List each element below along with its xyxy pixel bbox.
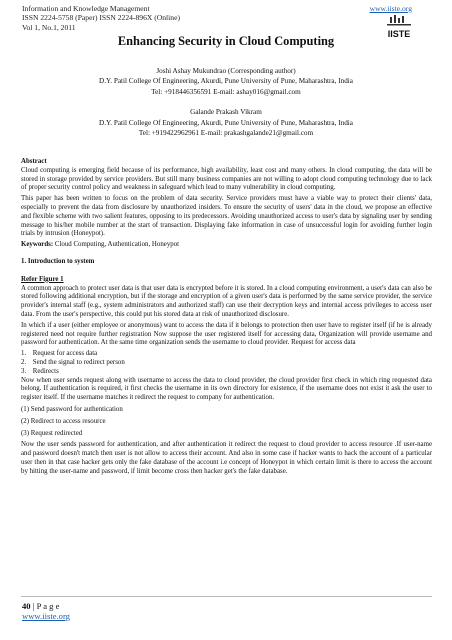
paper-body bbox=[21, 158, 432, 479]
author-name: Joshi Ashay Mukundrao (Corresponding author) bbox=[156, 67, 296, 75]
numbered-list-item bbox=[21, 368, 432, 377]
list-number: 2. bbox=[21, 358, 27, 366]
paper-title: Enhancing Security in Cloud Computing bbox=[117, 34, 335, 48]
author-block bbox=[0, 66, 452, 138]
body-paragraph: Now when user sends request along with username to access the data to cloud provider, the cloud provider first check in which ring requested data belong. If authentication is required, it first checks the username in its own directory for existence, if the username does not exist it ask the user to register itself. If the username matches it redirect the request to company for authentication. bbox=[21, 376, 432, 402]
abstract-paragraph: Cloud computing is emerging field because of its performance, high availability, least cost and many others. In cloud computing, the data will be stored in storage provided by service providers. But still many business companies are not willing to adopt cloud computing technology due to lack of proper security control policy and weakness in safeguard which lead to many vulnerability in cloud computing. bbox=[21, 166, 432, 192]
keywords-line bbox=[21, 241, 432, 250]
author-contact: Tel: +918446356591 E-mail: ashay016@gmail.com bbox=[151, 87, 301, 96]
list-text: Request for access data bbox=[32, 350, 98, 358]
author-name: Galande Prakash Vikram bbox=[190, 108, 262, 117]
journal-issn: ISSN 2224-5758 (Paper) ISSN 2224-896X (Online) bbox=[22, 13, 180, 23]
body-paragraph: Now the user sends password for authentication, and after authentication it redirect the request to cloud provider to access resource .If user-name and password doesn't match then user is not allow to access their account. And also in some case if hacker wants to hack the account of a particular user then in that case hacker gets only the fake database of the account i.e concept of Honeypot in which certain limit is there to access the account by hitting the user-name and password, if limit become cross then hacker get's the fake database. bbox=[21, 441, 432, 475]
author-affiliation: D.Y. Patil College Of Engineering, Akurdi, Pune University of Pune, Maharashtra, India bbox=[99, 118, 353, 127]
svg-text:IISTE: IISTE bbox=[387, 29, 411, 39]
journal-header bbox=[22, 4, 180, 32]
footer-website-link[interactable]: www.iiste.org bbox=[22, 611, 70, 621]
list-text: Send the signal to redirect person bbox=[32, 358, 125, 366]
step-item: (3) Request redirected bbox=[21, 429, 83, 437]
body-paragraph: A common approach to protect user data is that user data is encrypted before it is stored. In a cloud computing environment, a user's data can also be stored following additional encryption, but if the storage and encryption of a given user's data is performed by the same service provider, the service provider's internal staff (e.g., system administrators and authorized staff) can use their decryption keys and internal access privileges to access user data. From the user's perspective, this could put his stored data at risk of unauthorized disclosure. bbox=[21, 284, 432, 318]
step-item: (2) Redirect to access resource bbox=[21, 417, 106, 425]
page-number: 40 bbox=[22, 601, 31, 611]
numbered-list-item bbox=[21, 359, 432, 368]
page-footer bbox=[22, 601, 70, 621]
journal-volume: Vol 1, No.1, 2011 bbox=[22, 22, 76, 32]
list-number: 3. bbox=[21, 367, 27, 375]
author-affiliation: D.Y. Patil College Of Engineering, Akurdi, Pune University of Pune, Maharashtra, India bbox=[99, 77, 353, 86]
keywords-text: Cloud Computing, Authentication, Honeypot bbox=[53, 241, 180, 249]
section-heading: 1. Introduction to system bbox=[21, 257, 95, 265]
page-label: | P a g e bbox=[30, 601, 60, 611]
page-number-line bbox=[22, 601, 70, 611]
abstract-heading: Abstract bbox=[21, 158, 47, 165]
list-text: Redirects bbox=[32, 367, 59, 375]
footer-divider bbox=[21, 596, 432, 597]
keywords-label: Keywords: bbox=[21, 241, 54, 249]
body-paragraph: In which if a user (either employee or anonymous) want to access the data if it belongs to protection then user have to register itself (if he is already registered need not require further registration Now suppose the user registered itself for accessing data, Organization will provide username and password for authentication. At the same time organization sends the username to cloud provider. Request for access data bbox=[21, 321, 432, 347]
journal-name: Information and Knowledge Management bbox=[22, 4, 150, 13]
journal-website-link[interactable]: www.iiste.org bbox=[369, 4, 412, 13]
abstract-paragraph: This paper has been written to focus on the problem of data security. Service providers must have a viable way to protect their clients' data, especially to prevent the data from disclosure by unauthorized insiders. To ensure the security of users' data in the cloud, we propose an effective and flexible scheme with two salient features, opposing to its predecessors. Avoiding unauthorized access to user's data by signaling user by sending message to his/her mobile number at the start of transaction. Displaying fake information in case of unsuccessful login for avoiding further login trials by intrusion (Honeypot). bbox=[21, 195, 432, 238]
numbered-list-item bbox=[21, 350, 432, 359]
author-contact: Tel: +919422962961 E-mail: prakashgalande21@gmail.com bbox=[138, 129, 314, 138]
list-number: 1. bbox=[21, 350, 27, 358]
step-item: (1) Send password for authentication bbox=[21, 405, 123, 413]
figure-reference: Refer Figure 1 bbox=[21, 275, 64, 283]
